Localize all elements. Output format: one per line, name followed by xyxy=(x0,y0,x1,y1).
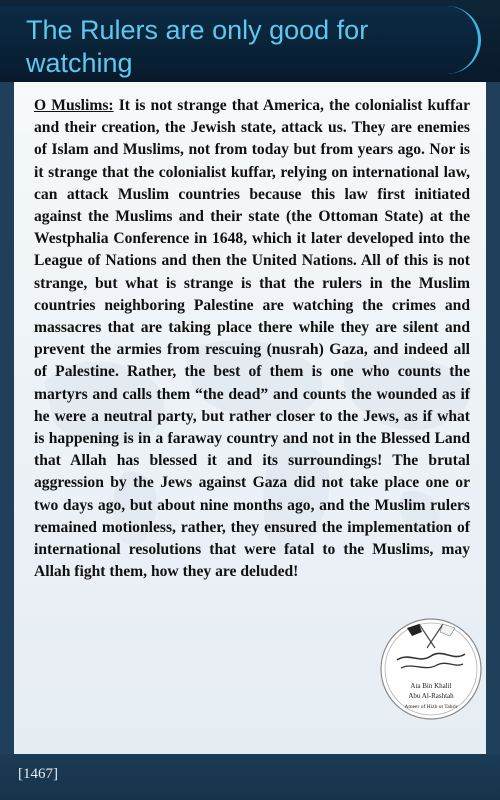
title-banner xyxy=(0,6,481,78)
content-panel xyxy=(14,82,486,754)
ameer-seal-logo xyxy=(379,602,483,736)
seal-line-1: Ata Bin Khalil xyxy=(410,682,452,690)
page-title: The Rulers are only good for watching xyxy=(26,15,369,78)
seal-line-3: Ameer of Hizb ut Tahrir xyxy=(404,704,458,710)
header xyxy=(0,0,500,82)
article-lead: O Muslims: xyxy=(34,97,114,114)
article-text: It is not strange that America, the colonialist kuffar and their creation, the Jewish state, attack us. They are enemies of Islam and Muslims, not from today but from years ago. Nor is it strange that the colonialist kuffar, relying on international law, can attack Muslim countries because this law first initiated against the Muslims and their state (the Ottoman State) at the Westphalia Conference in 1648, which it later developed into the League of Nations and then the United Nations. All of this is not strange, but what is strange is that the rulers in the Muslim countries neighboring Palestine are watching the crimes and massacres that are taking place there while they are silent and prevent the armies from rescuing (nusrah) Gaza, and indeed all of Palestine. Rather, the best of them is one who counts the martyrs and calls them “the dead” and counts the wounded as if he were a neutral party, but rather closer to the Jews, as if what is happening is in a faraway country and not in the Blessed Land that Allah has blessed it and its surroundings! The brutal aggression by the Jews against Gaza did not take place one or two days ago, but about nine months ago, and the Muslim rulers remained motionless, rather, they ensured the implementation of international resolutions that were fatal to the Muslims, may Allah fight them, how they are deluded! xyxy=(34,97,470,581)
page-number: [1467] xyxy=(18,766,58,782)
seal-line-2: Abu Al-Rashtah xyxy=(408,692,454,700)
footer xyxy=(0,754,500,800)
article-body xyxy=(34,95,470,583)
